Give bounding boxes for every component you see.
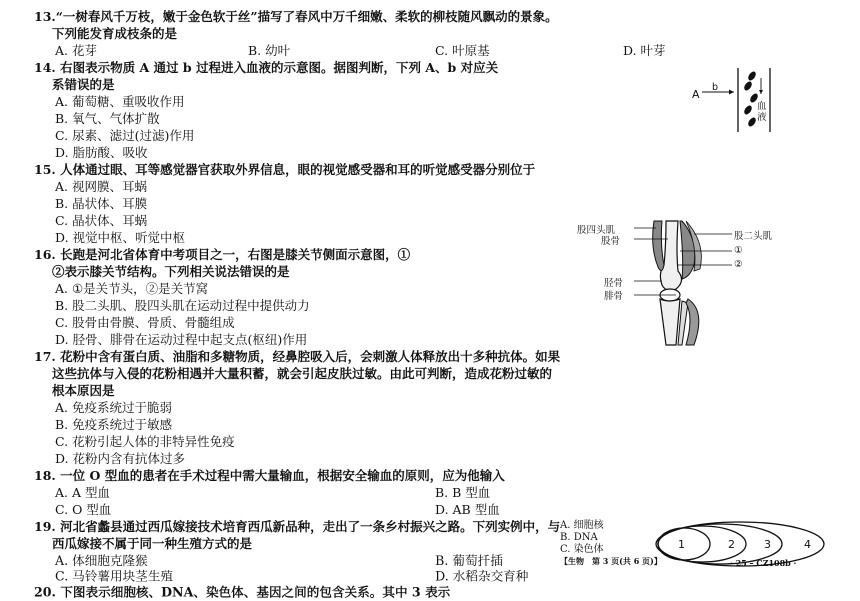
- q16-stem-line2: ②表示膝关节结构。下列相关说法错误的是: [52, 264, 290, 279]
- q18-stem: 18. 一位 O 型血的患者在手术过程中需大量输血，根据安全输血的原则，应为他输入: [34, 468, 505, 483]
- q20-stem: 20. 下图表示细胞核、DNA、染色体、基因之间的包含关系。其中 3 表示: [34, 585, 451, 601]
- q15-option-c: C. 晶状体、耳蜗: [55, 213, 148, 228]
- q14-stem-line2: 系错误的是: [52, 77, 115, 92]
- q15-option-b: B. 晶状体、耳膜: [55, 196, 148, 211]
- q16-option-d: D. 胫骨、腓骨在运动过程中起支点(枢纽)作用: [55, 332, 308, 347]
- q14-option-c: C. 尿素、滤过(过滤)作用: [55, 128, 195, 143]
- q14-blood-label-1: 血: [757, 101, 767, 112]
- q20-option-b: B. DNA: [560, 532, 598, 543]
- q16-option-c: C. 股骨由骨膜、骨质、骨髓组成: [55, 315, 235, 330]
- q13-stem-line1: 13.“一树春风千万枝，嫩于金色软于丝”描写了春风中万千细嫩、柔软的柳枝随风飘动的景象。: [34, 9, 558, 24]
- q16-stem-line1: 16. 长跑是河北省体育中考项目之一，右图是膝关节侧面示意图，①: [34, 247, 411, 262]
- q16-marker-1: ①: [734, 245, 743, 256]
- q19-stem-line2: 西瓜嫁接不属于同一种生殖方式的是: [52, 536, 253, 551]
- q19-option-d: D. 水稻杂交育种: [435, 569, 529, 585]
- q16-tibia-label: 胫骨: [604, 278, 624, 289]
- q16-fibula-label: 腓骨: [604, 291, 624, 302]
- q16-option-b: B. 股二头肌、股四头肌在运动过程中提供动力: [55, 298, 310, 313]
- q18-option-d: D. AB 型血: [435, 502, 500, 517]
- q19-stem-line1: 19. 河北省蠡县通过西瓜嫁接技术培育西瓜新品种，走出了一条乡村振兴之路。下列实例中，与: [34, 519, 561, 534]
- q20-option-a: A. 细胞核: [560, 520, 604, 531]
- circle-label-2: 2: [728, 538, 735, 551]
- q17-option-c: C. 花粉引起人体的非特异性免疫: [55, 434, 235, 449]
- paper-code: · 25 – CZ108b ·: [730, 558, 797, 568]
- q14-blood-label-2: 液: [757, 112, 767, 123]
- q15-option-d: D. 视觉中枢、听觉中枢: [55, 230, 186, 245]
- q16-quadriceps-label: 股四头肌: [577, 225, 616, 236]
- circle-label-4: 4: [804, 538, 811, 551]
- q13-stem-line2: 下列能发育成枝条的是: [52, 26, 178, 41]
- q19-option-b: B. 葡萄扦插: [435, 553, 503, 569]
- q16-biceps-femoris-label: 股二头肌: [734, 231, 773, 242]
- q17-option-a: A. 免疫系统过于脆弱: [55, 400, 172, 415]
- q17-stem-line1: 17. 花粉中含有蛋白质、油脂和多糖物质，经鼻腔吸入后，会刺激人体释放出十多种抗体。如果: [34, 349, 561, 364]
- q18-option-a: A. A 型血: [55, 485, 110, 500]
- q16-marker-2: ②: [734, 259, 743, 270]
- q13-option-c: C. 叶原基: [435, 43, 490, 58]
- q14-option-a: A. 葡萄糖、重吸收作用: [55, 94, 185, 109]
- q15-option-a: A. 视网膜、耳蜗: [55, 179, 147, 194]
- q17-option-d: D. 花粉内含有抗体过多: [55, 451, 186, 466]
- circle-label-3: 3: [764, 538, 771, 551]
- q15-stem: 15. 人体通过眼、耳等感觉器官获取外界信息，眼的视觉感受器和耳的听觉感受器分别位于: [34, 162, 536, 177]
- q13-option-d: D. 叶芽: [623, 43, 666, 58]
- q19-option-a: A. 体细胞克隆猴: [55, 553, 148, 569]
- circle-label-1: 1: [678, 538, 685, 551]
- q14-substance-label: A: [692, 88, 700, 101]
- q14-process-label: b: [712, 82, 719, 93]
- q20-figure-area: [560, 520, 850, 568]
- q19-option-c: C. 马铃薯用块茎生殖: [55, 569, 174, 585]
- q18-option-c: C. O 型血: [55, 502, 112, 517]
- q14-option-d: D. 脂肪酸、吸收: [55, 145, 148, 160]
- q14-stem-line1: 14. 右图表示物质 A 通过 b 过程进入血液的示意图。据图判断，下列 A、b 对应关: [34, 60, 499, 75]
- q17-option-b: B. 免疫系统过于敏感: [55, 417, 173, 432]
- q13-option-a: A. 花芽: [55, 43, 97, 58]
- q17-stem-line2: 这些抗体与入侵的花粉相遇并大量积蓄，就会引起皮肤过敏。由此可判断，造成花粉过敏的: [52, 366, 553, 381]
- q20-option-c: C. 染色体: [560, 544, 604, 555]
- page-footer: 【生物 第 3 页(共 6 页)】: [560, 556, 662, 566]
- q18-option-b: B. B 型血: [435, 485, 491, 500]
- q13-option-b: B. 幼叶: [248, 43, 291, 58]
- q16-option-a: A. ①是关节头，②是关节窝: [55, 281, 209, 296]
- q14-option-b: B. 氧气、气体扩散: [55, 111, 160, 126]
- q17-stem-line3: 根本原因是: [52, 383, 115, 398]
- q16-femur-label: 股骨: [601, 236, 621, 247]
